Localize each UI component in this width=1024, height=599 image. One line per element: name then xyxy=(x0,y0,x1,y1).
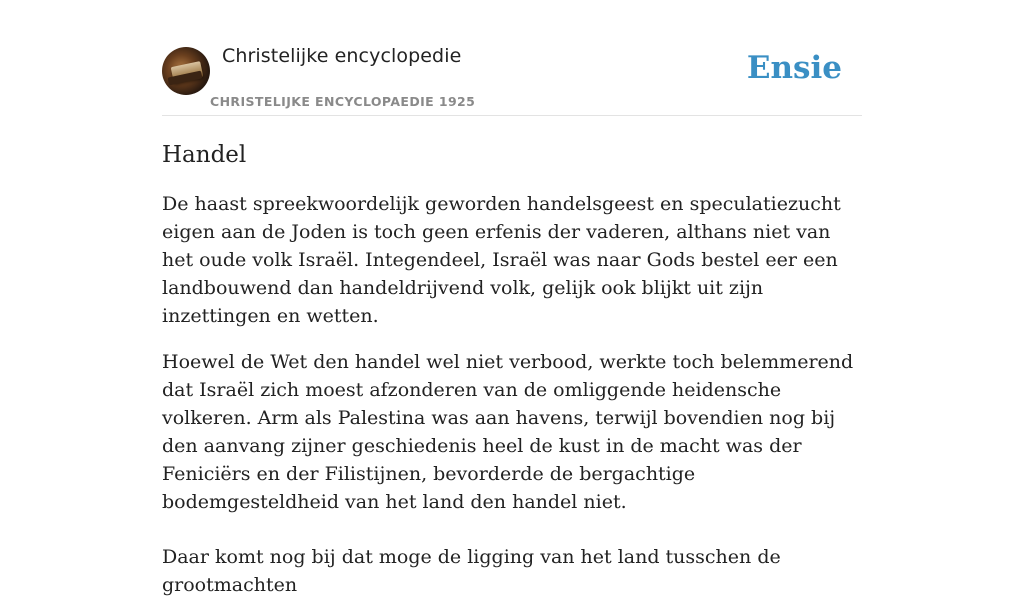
article-paragraph-2: Hoewel de Wet den handel wel niet verbood, werkte toch belemmerend dat Israël zich moest afzonderen van de omliggende heidensche volkeren. Arm als Palestina was aan havens, terwijl bovendien nog bij den aanvang zijner geschiedenis heel de kust in de macht was der Feniciërs en der Filistijnen, bevorderde de bergachtige bodemgesteldheid van het land den handel niet. xyxy=(162,351,854,513)
site-subtitle: CHRISTELIJKE ENCYCLOPAEDIE 1925 xyxy=(210,94,476,109)
encyclopedia-avatar[interactable] xyxy=(162,47,210,95)
ensie-logo[interactable]: Ensie xyxy=(746,50,842,86)
content-column xyxy=(162,0,862,599)
article-title: Handel xyxy=(162,142,247,168)
article-paragraph-3: Daar komt nog bij dat moge de ligging van het land tusschen de grootmachten xyxy=(162,546,781,596)
site-title[interactable]: Christelijke encyclopedie xyxy=(222,45,462,67)
article-paragraph-1: De haast spreekwoordelijk geworden handelsgeest en speculatiezucht eigen aan de Joden is toch geen erfenis der vaderen, althans niet van het oude volk Israël. Integendeel, Israël was naar Gods bestel eer een landbouwend dan handeldrijvend volk, gelijk ook blijkt uit zijn inzettingen en wetten. xyxy=(162,193,841,327)
site-header xyxy=(162,0,862,116)
